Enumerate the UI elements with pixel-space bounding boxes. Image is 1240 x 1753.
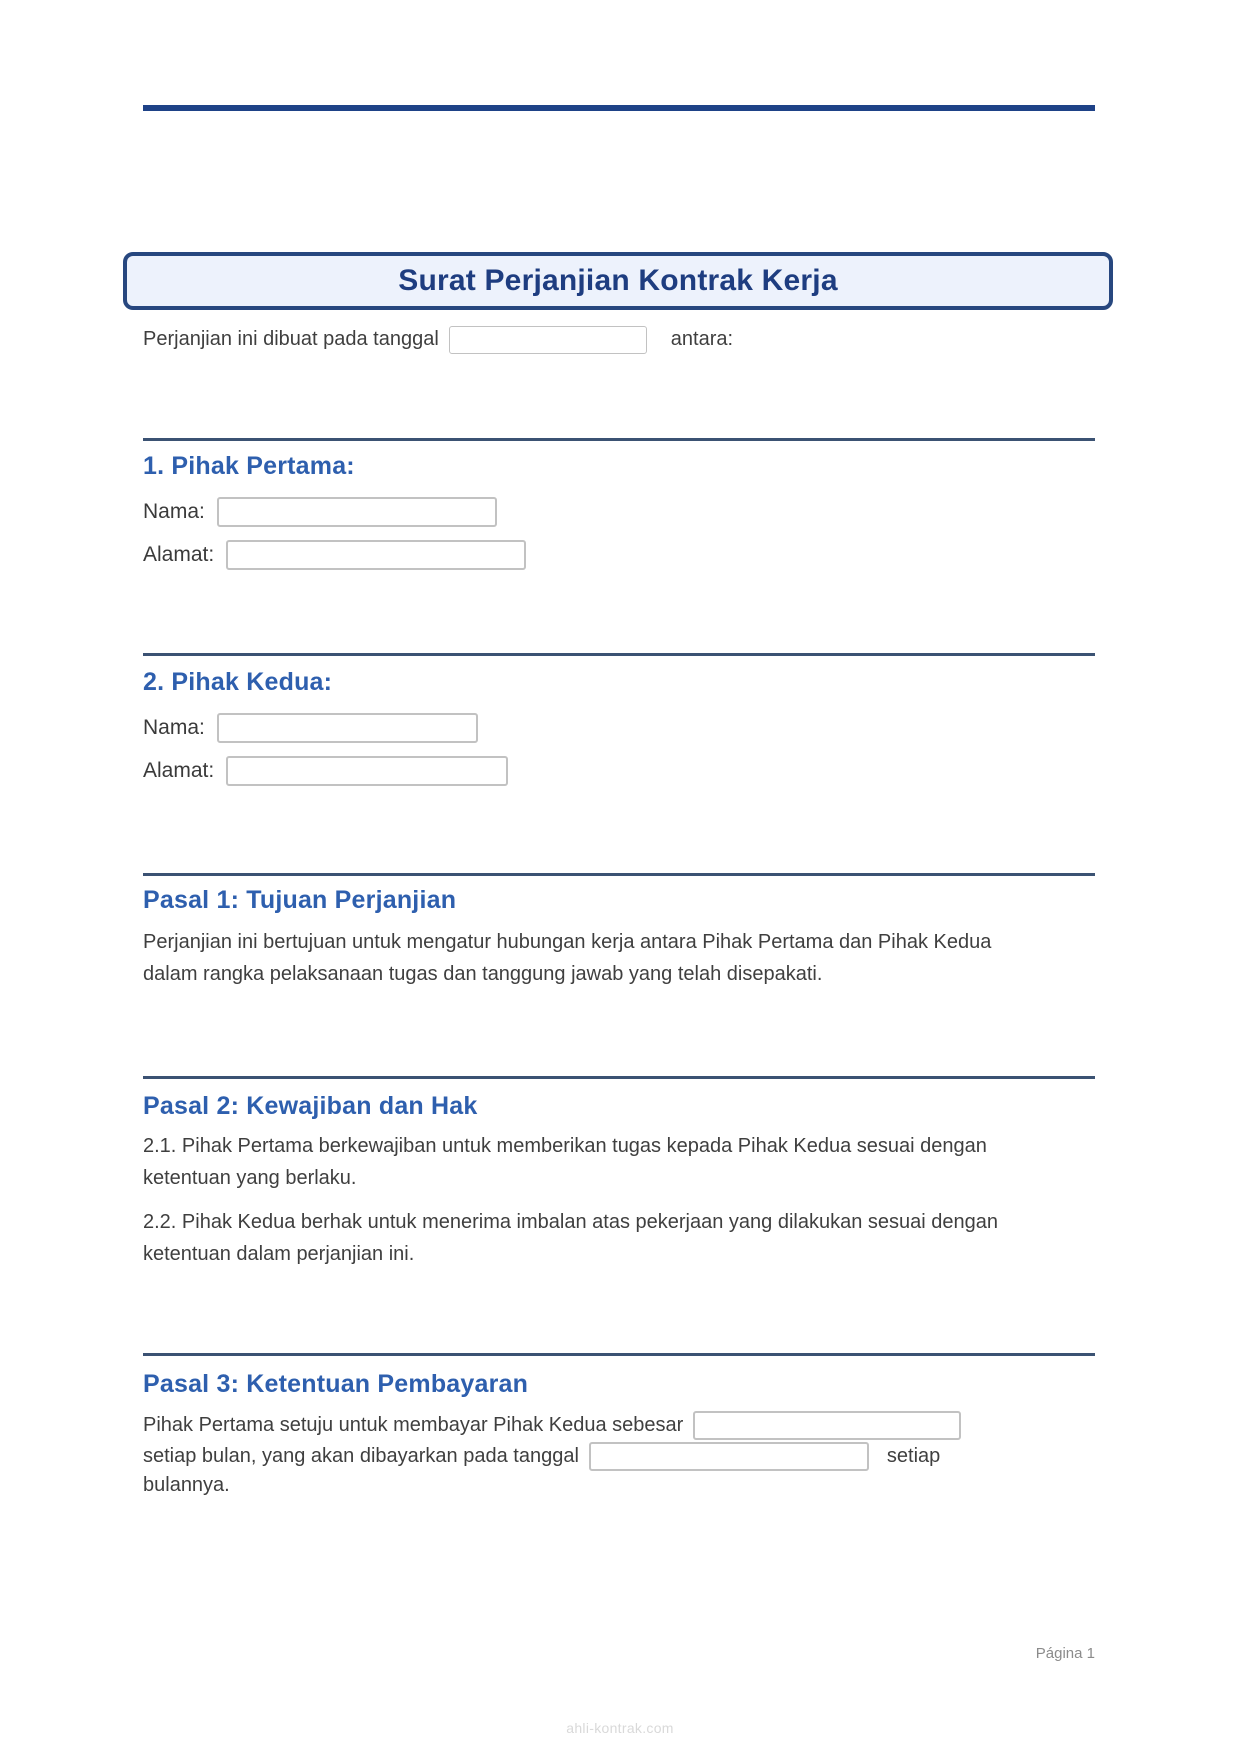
pasal3-line2-text: setiap bulan, yang akan dibayarkan pada tanggal <box>143 1445 579 1467</box>
party1-nama-input[interactable] <box>217 497 497 527</box>
pasal3-heading: Pasal 3: Ketentuan Pembayaran <box>143 1370 529 1398</box>
party2-heading: 2. Pihak Kedua: <box>143 668 333 696</box>
watermark-text: ahli-kontrak.com <box>566 1720 674 1736</box>
party2-nama-row <box>143 712 478 743</box>
pasal3-line1 <box>143 1410 961 1441</box>
intro-text-after: antara: <box>670 328 734 350</box>
page-number: Página 1 <box>1035 1645 1095 1662</box>
document-title: Surat Perjanjian Kontrak Kerja <box>398 264 838 297</box>
party1-alamat-row <box>143 539 526 570</box>
party2-nama-input[interactable] <box>217 713 478 743</box>
pasal3-line2-suffix: setiap <box>886 1445 941 1467</box>
contract-date-input[interactable] <box>449 326 647 354</box>
payment-date-input[interactable] <box>589 1442 869 1471</box>
payment-amount-input[interactable] <box>693 1411 961 1440</box>
pasal2-heading: Pasal 2: Kewajiban dan Hak <box>143 1092 478 1120</box>
party2-alamat-row <box>143 755 508 786</box>
pasal3-line2 <box>143 1441 940 1472</box>
pasal3-line3-text: bulannya. <box>143 1474 230 1496</box>
pasal1-body: Perjanjian ini bertujuan untuk mengatur hubungan kerja antara Pihak Pertama dan Pihak Kedua dalam rangka pelaksanaan tugas dan tanggung jawab yang telah disepakati. <box>143 931 992 985</box>
party1-alamat-label: Alamat: <box>143 542 215 566</box>
intro-text-before: Perjanjian ini dibuat pada tanggal <box>143 328 439 350</box>
section-divider-4 <box>143 1076 1095 1079</box>
pasal2-clause-2-2: 2.2. Pihak Kedua berhak untuk menerima imbalan atas pekerjaan yang dilakukan sesuai dengan ketentuan dalam perjanjian ini. <box>143 1211 998 1265</box>
pasal3-line3 <box>143 1470 230 1501</box>
party2-alamat-input[interactable] <box>226 756 508 786</box>
document-title-box <box>123 252 1113 310</box>
party2-alamat-label: Alamat: <box>143 758 215 782</box>
party2-nama-label: Nama: <box>143 715 205 739</box>
party1-alamat-input[interactable] <box>226 540 526 570</box>
pasal3-line1-text: Pihak Pertama setuju untuk membayar Pihak Kedua sebesar <box>143 1414 684 1436</box>
party1-nama-row <box>143 496 497 527</box>
party1-nama-label: Nama: <box>143 499 205 523</box>
pasal1-heading: Pasal 1: Tujuan Perjanjian <box>143 886 457 914</box>
intro-line <box>143 324 733 355</box>
section-divider-2 <box>143 653 1095 656</box>
section-divider-5 <box>143 1353 1095 1356</box>
section-divider-3 <box>143 873 1095 876</box>
top-horizontal-rule <box>143 105 1095 111</box>
party1-heading: 1. Pihak Pertama: <box>143 452 355 480</box>
section-divider-1 <box>143 438 1095 441</box>
pasal2-clause-2-1: 2.1. Pihak Pertama berkewajiban untuk memberikan tugas kepada Pihak Kedua sesuai dengan ketentuan yang berlaku. <box>143 1135 987 1189</box>
